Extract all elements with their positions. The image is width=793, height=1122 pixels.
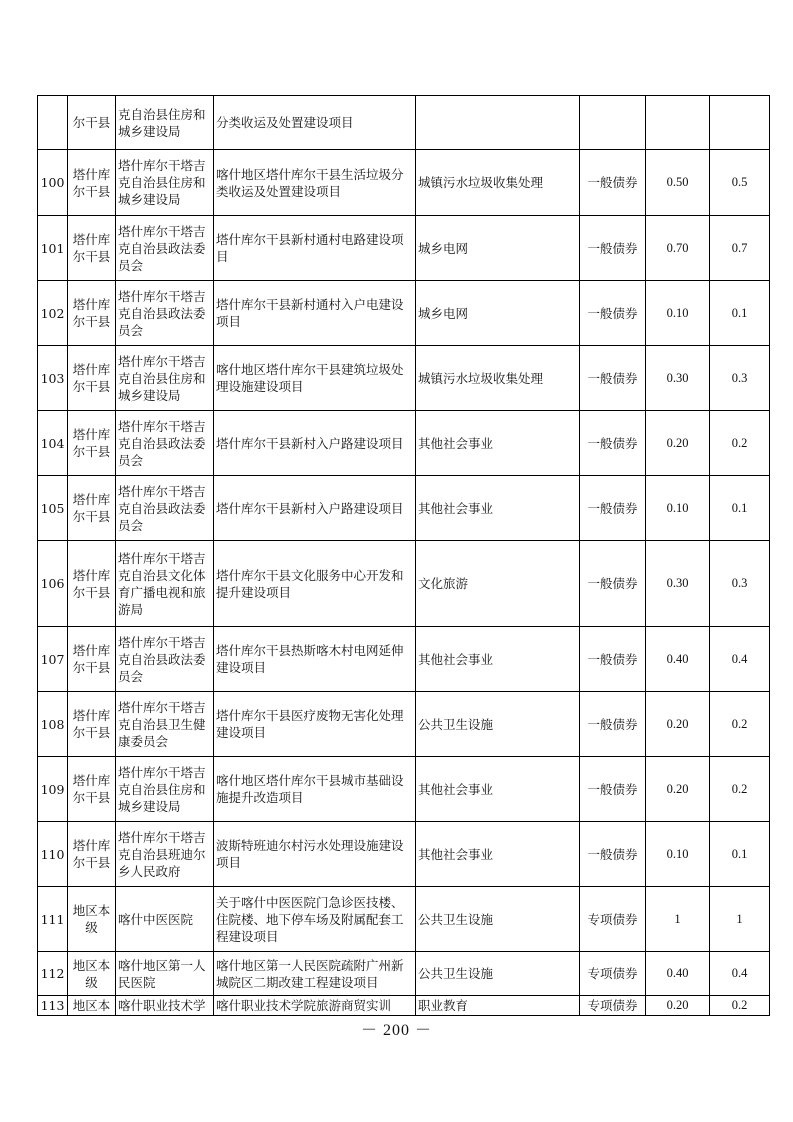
bond-kind-cell: 专项债券 xyxy=(580,887,646,952)
allocated-amount-cell: 0.3 xyxy=(710,541,770,627)
table-row xyxy=(38,96,770,150)
amount-cell: 0.20 xyxy=(646,996,710,1016)
project-type-cell: 其他社会事业 xyxy=(416,476,580,541)
amount-cell: 0.40 xyxy=(646,952,710,996)
project-name-cell: 塔什库尔干县新村入户路建设项目 xyxy=(214,476,416,541)
project-type-cell: 城镇污水垃圾收集处理 xyxy=(416,346,580,411)
region-cell: 塔什库尔干县 xyxy=(68,281,116,346)
project-type-cell: 城乡电网 xyxy=(416,216,580,281)
allocated-amount-cell: 0.1 xyxy=(710,476,770,541)
amount-cell: 0.70 xyxy=(646,216,710,281)
allocated-amount-cell: 0.4 xyxy=(710,952,770,996)
project-name-cell: 分类收运及处置建设项目 xyxy=(214,96,416,150)
region-cell: 塔什库尔干县 xyxy=(68,757,116,822)
project-name-cell: 喀什地区塔什库尔干县生活垃圾分类收运及处置建设项目 xyxy=(214,150,416,216)
region-cell: 塔什库尔干县 xyxy=(68,216,116,281)
bond-kind-cell: 一般债券 xyxy=(580,692,646,757)
unit-cell: 塔什库尔干塔吉克自治县班迪尔乡人民政府 xyxy=(116,822,214,887)
table-row xyxy=(38,757,770,822)
allocated-amount-cell xyxy=(710,96,770,150)
project-name-cell: 喀什地区第一人民医院疏附广州新城院区二期改建工程建设项目 xyxy=(214,952,416,996)
allocated-amount-cell: 0.4 xyxy=(710,627,770,692)
amount-cell: 0.30 xyxy=(646,541,710,627)
project-type-cell: 城镇污水垃圾收集处理 xyxy=(416,150,580,216)
project-type-cell: 其他社会事业 xyxy=(416,627,580,692)
bond-kind-cell: 一般债券 xyxy=(580,216,646,281)
region-cell: 塔什库尔干县 xyxy=(68,346,116,411)
unit-cell: 塔什库尔干塔吉克自治县政法委员会 xyxy=(116,627,214,692)
table-row xyxy=(38,541,770,627)
bond-kind-cell: 专项债券 xyxy=(580,952,646,996)
project-type-cell: 其他社会事业 xyxy=(416,822,580,887)
project-type-cell: 公共卫生设施 xyxy=(416,887,580,952)
row-number: 102 xyxy=(38,281,68,346)
bond-kind-cell: 一般债券 xyxy=(580,346,646,411)
unit-cell: 塔什库尔干塔吉克自治县政法委员会 xyxy=(116,281,214,346)
table-row xyxy=(38,281,770,346)
region-cell: 塔什库尔干县 xyxy=(68,411,116,476)
project-type-cell: 职业教育 xyxy=(416,996,580,1016)
row-number: 111 xyxy=(38,887,68,952)
row-number: 107 xyxy=(38,627,68,692)
region-cell: 塔什库尔干县 xyxy=(68,150,116,216)
project-type-cell: 其他社会事业 xyxy=(416,411,580,476)
table-row xyxy=(38,411,770,476)
unit-cell: 喀什职业技术学 xyxy=(116,996,214,1016)
row-number xyxy=(38,96,68,150)
project-name-cell: 塔什库尔干县热斯喀木村电网延伸建设项目 xyxy=(214,627,416,692)
allocated-amount-cell: 0.2 xyxy=(710,692,770,757)
table-row xyxy=(38,150,770,216)
region-cell: 塔什库尔干县 xyxy=(68,692,116,757)
row-number: 103 xyxy=(38,346,68,411)
unit-cell: 塔什库尔干塔吉克自治县卫生健康委员会 xyxy=(116,692,214,757)
bond-kind-cell: 一般债券 xyxy=(580,541,646,627)
amount-cell: 0.20 xyxy=(646,757,710,822)
allocated-amount-cell: 0.2 xyxy=(710,757,770,822)
amount-cell: 0.10 xyxy=(646,822,710,887)
table-row xyxy=(38,476,770,541)
bond-kind-cell: 一般债券 xyxy=(580,822,646,887)
bond-kind-cell xyxy=(580,96,646,150)
amount-cell: 0.10 xyxy=(646,476,710,541)
unit-cell: 塔什库尔干塔吉克自治县住房和城乡建设局 xyxy=(116,346,214,411)
region-cell: 塔什库尔干县 xyxy=(68,541,116,627)
region-cell: 塔什库尔干县 xyxy=(68,476,116,541)
table-body xyxy=(38,96,770,1016)
bond-kind-cell: 一般债券 xyxy=(580,627,646,692)
amount-cell: 0.40 xyxy=(646,627,710,692)
bond-kind-cell: 一般债券 xyxy=(580,476,646,541)
row-number: 110 xyxy=(38,822,68,887)
region-cell: 塔什库尔干县 xyxy=(68,627,116,692)
project-name-cell: 喀什地区塔什库尔干县建筑垃圾处理设施建设项目 xyxy=(214,346,416,411)
project-table xyxy=(37,95,770,1016)
page-number: － 200 － xyxy=(360,1022,432,1039)
row-number: 109 xyxy=(38,757,68,822)
unit-cell: 克自治县住房和城乡建设局 xyxy=(116,96,214,150)
unit-cell: 塔什库尔干塔吉克自治县文化体育广播电视和旅游局 xyxy=(116,541,214,627)
region-cell: 尔干县 xyxy=(68,96,116,150)
amount-cell: 1 xyxy=(646,887,710,952)
project-name-cell: 喀什职业技术学院旅游商贸实训 xyxy=(214,996,416,1016)
region-cell: 地区本 xyxy=(68,996,116,1016)
unit-cell: 塔什库尔干塔吉克自治县政法委员会 xyxy=(116,411,214,476)
region-cell: 地区本级 xyxy=(68,952,116,996)
table-row xyxy=(38,692,770,757)
region-cell: 地区本级 xyxy=(68,887,116,952)
bond-kind-cell: 一般债券 xyxy=(580,150,646,216)
table-row xyxy=(38,996,770,1016)
allocated-amount-cell: 0.5 xyxy=(710,150,770,216)
project-type-cell xyxy=(416,96,580,150)
amount-cell: 0.10 xyxy=(646,281,710,346)
row-number: 108 xyxy=(38,692,68,757)
row-number: 105 xyxy=(38,476,68,541)
project-name-cell: 塔什库尔干县新村通村电路建设项目 xyxy=(214,216,416,281)
row-number: 100 xyxy=(38,150,68,216)
amount-cell: 0.30 xyxy=(646,346,710,411)
allocated-amount-cell: 1 xyxy=(710,887,770,952)
allocated-amount-cell: 0.2 xyxy=(710,996,770,1016)
project-name-cell: 关于喀什中医医院门急诊医技楼、住院楼、地下停车场及附属配套工程建设项目 xyxy=(214,887,416,952)
allocated-amount-cell: 0.7 xyxy=(710,216,770,281)
row-number: 106 xyxy=(38,541,68,627)
table-row xyxy=(38,887,770,952)
project-name-cell: 塔什库尔干县新村入户路建设项目 xyxy=(214,411,416,476)
bond-kind-cell: 一般债券 xyxy=(580,281,646,346)
bond-kind-cell: 一般债券 xyxy=(580,411,646,476)
unit-cell: 塔什库尔干塔吉克自治县住房和城乡建设局 xyxy=(116,757,214,822)
row-number: 112 xyxy=(38,952,68,996)
table-row xyxy=(38,216,770,281)
amount-cell: 0.20 xyxy=(646,411,710,476)
project-name-cell: 塔什库尔干县医疗废物无害化处理建设项目 xyxy=(214,692,416,757)
bond-kind-cell: 一般债券 xyxy=(580,757,646,822)
project-name-cell: 塔什库尔干县文化服务中心开发和提升建设项目 xyxy=(214,541,416,627)
amount-cell: 0.20 xyxy=(646,692,710,757)
region-cell: 塔什库尔干县 xyxy=(68,822,116,887)
project-name-cell: 喀什地区塔什库尔干县城市基础设施提升改造项目 xyxy=(214,757,416,822)
unit-cell: 塔什库尔干塔吉克自治县政法委员会 xyxy=(116,476,214,541)
table-row xyxy=(38,627,770,692)
unit-cell: 塔什库尔干塔吉克自治县住房和城乡建设局 xyxy=(116,150,214,216)
project-type-cell: 其他社会事业 xyxy=(416,757,580,822)
project-type-cell: 公共卫生设施 xyxy=(416,692,580,757)
allocated-amount-cell: 0.1 xyxy=(710,822,770,887)
row-number: 104 xyxy=(38,411,68,476)
table-row xyxy=(38,822,770,887)
table-row xyxy=(38,346,770,411)
project-type-cell: 文化旅游 xyxy=(416,541,580,627)
table-row xyxy=(38,952,770,996)
unit-cell: 塔什库尔干塔吉克自治县政法委员会 xyxy=(116,216,214,281)
allocated-amount-cell: 0.2 xyxy=(710,411,770,476)
amount-cell: 0.50 xyxy=(646,150,710,216)
row-number: 113 xyxy=(38,996,68,1016)
project-type-cell: 城乡电网 xyxy=(416,281,580,346)
unit-cell: 喀什中医医院 xyxy=(116,887,214,952)
unit-cell: 喀什地区第一人民医院 xyxy=(116,952,214,996)
bond-kind-cell: 专项债券 xyxy=(580,996,646,1016)
row-number: 101 xyxy=(38,216,68,281)
allocated-amount-cell: 0.3 xyxy=(710,346,770,411)
amount-cell xyxy=(646,96,710,150)
project-name-cell: 塔什库尔干县新村通村入户电建设项目 xyxy=(214,281,416,346)
project-type-cell: 公共卫生设施 xyxy=(416,952,580,996)
allocated-amount-cell: 0.1 xyxy=(710,281,770,346)
project-name-cell: 波斯特班迪尔村污水处理设施建设项目 xyxy=(214,822,416,887)
